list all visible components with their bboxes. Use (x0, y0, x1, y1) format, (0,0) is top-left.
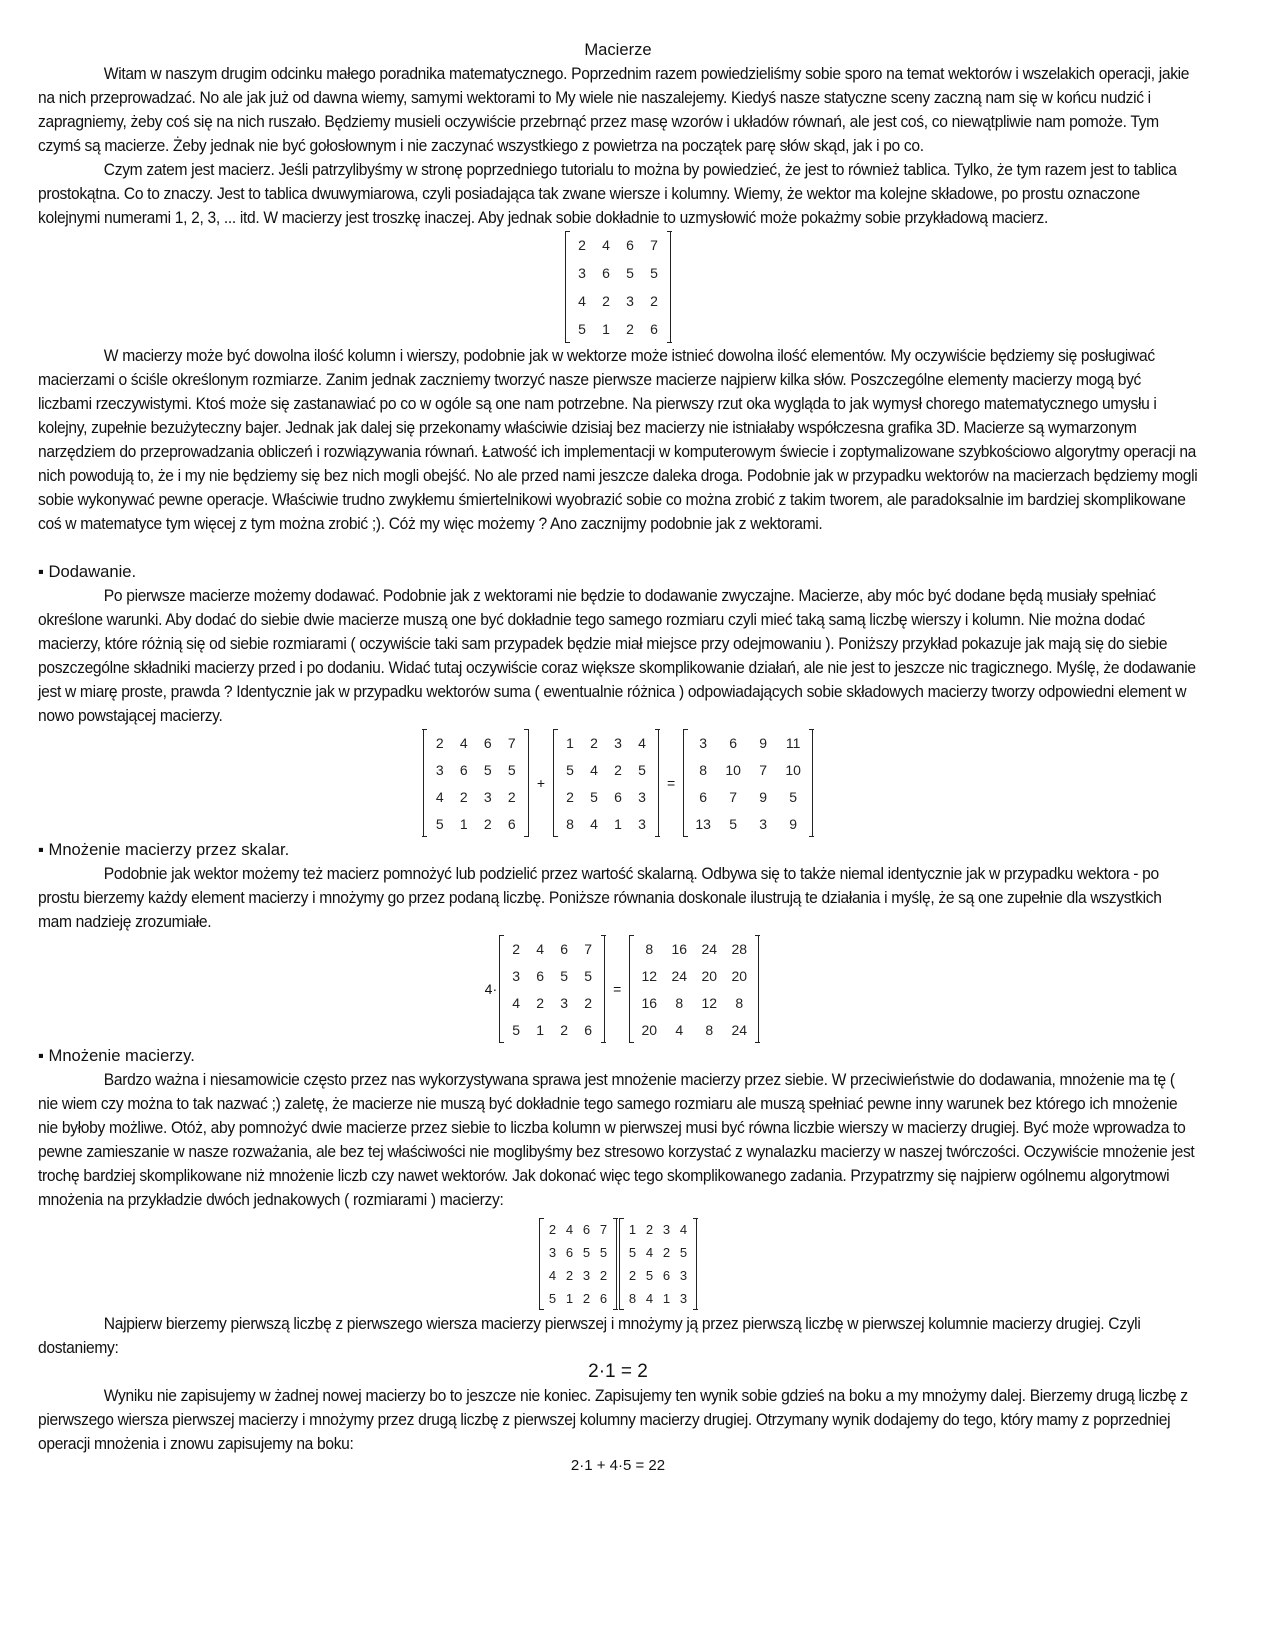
matrix-cell: 3 (548, 1245, 557, 1260)
matrix-cell: 5 (679, 1245, 688, 1260)
equation-first-step: 2·1 = 2 (588, 1361, 648, 1382)
matrix-cell: 5 (582, 1245, 591, 1260)
matrix-row (570, 231, 666, 259)
matrix-cell: 1 (602, 321, 610, 337)
matrix-cell: 6 (536, 967, 545, 984)
matrix-cell: 2 (614, 761, 622, 778)
matrix-row (570, 287, 666, 315)
matrix-cell: 13 (695, 815, 711, 832)
matrix-cell: 5 (578, 321, 586, 337)
product-example (38, 1218, 1198, 1310)
matrix-b (553, 729, 659, 837)
matrix-cell: 4 (675, 1021, 684, 1038)
matrix-row (634, 989, 754, 1016)
matrix-cell: 2 (602, 293, 610, 309)
matrix-cell: 3 (578, 265, 586, 281)
matrix-cell: 4 (548, 1268, 557, 1283)
matrix-cell: 20 (731, 967, 748, 984)
paragraph: Najpierw bierzemy pierwszą liczbę z pierwszego wiersza macierzy pierwszej i mnożymy ją przez pierwszą liczbę w pierwszej kolumnie macierzy drugiej. Czyli dostaniemy: (38, 1314, 1141, 1357)
matrix-cell: 2 (626, 321, 634, 337)
matrix-row (570, 259, 666, 287)
matrix-cell: 6 (560, 940, 569, 957)
matrix-cell: 4 (602, 237, 610, 253)
matrix-cell: 2 (584, 994, 593, 1011)
section-heading-scalar: ▪ Mnożenie macierzy przez skalar. (38, 840, 290, 859)
matrix-cell: 4 (638, 734, 646, 751)
matrix-cell: 3 (435, 761, 444, 778)
matrix-cell: 5 (599, 1245, 608, 1260)
matrix-cell: 6 (459, 761, 468, 778)
matrix-row (624, 1241, 692, 1264)
section-heading-multiplication: ▪ Mnożenie macierzy. (38, 1046, 195, 1065)
matrix-cell: 5 (590, 788, 598, 805)
matrix-row (544, 1241, 612, 1264)
matrix-cell: 6 (626, 237, 634, 253)
matrix-cell: 2 (599, 1268, 608, 1283)
matrix-cell: 4 (536, 940, 545, 957)
matrix-cell: 5 (435, 815, 444, 832)
matrix-cell: 5 (566, 761, 574, 778)
equation-second-step: 2·1 + 4·5 = 22 (570, 1457, 666, 1474)
equals-sign: = (667, 775, 676, 791)
matrix-cell: 5 (584, 967, 593, 984)
matrix-cell: 6 (662, 1268, 671, 1283)
matrix-cell: 2 (459, 788, 468, 805)
matrix-row (634, 962, 754, 989)
matrix-cell: 9 (759, 788, 768, 805)
matrix-cell: 2 (565, 1268, 574, 1283)
matrix-cell: 3 (662, 1222, 671, 1237)
matrix-row (688, 810, 808, 837)
matrix-a (423, 729, 529, 837)
matrix-cell: 7 (507, 734, 516, 751)
matrix-cell: 5 (789, 788, 798, 805)
matrix-cell: 5 (626, 265, 634, 281)
matrix-cell: 3 (483, 788, 492, 805)
matrix-cell: 8 (566, 815, 574, 832)
matrix-cell: 9 (759, 734, 768, 751)
matrix-cell: 2 (548, 1222, 557, 1237)
addition-equation (38, 729, 1198, 837)
matrix-row (558, 810, 654, 837)
matrix-row (428, 756, 524, 783)
matrix-cell: 20 (641, 1021, 658, 1038)
matrix-cell: 5 (729, 815, 738, 832)
matrix-cell: 11 (785, 734, 801, 751)
matrix-row (634, 1016, 754, 1043)
matrix-cell: 1 (614, 815, 622, 832)
matrix-cell: 7 (759, 761, 768, 778)
matrix-row (504, 962, 600, 989)
matrix-a (499, 935, 605, 1043)
matrix-cell: 1 (566, 734, 574, 751)
page-title: Macierze (584, 40, 652, 59)
matrix-scaled (629, 935, 759, 1043)
matrix-cell: 10 (725, 761, 741, 778)
matrix-cell: 16 (641, 994, 658, 1011)
matrix-row (688, 783, 808, 810)
plus-sign: + (536, 775, 545, 791)
matrix-cell: 5 (645, 1268, 654, 1283)
matrix-row (624, 1287, 692, 1310)
matrix-row (688, 756, 808, 783)
matrix-cell: 2 (435, 734, 444, 751)
section-heading-addition: ▪ Dodawanie. (38, 562, 137, 581)
matrix-cell: 4 (645, 1291, 654, 1306)
matrix-cell: 5 (560, 967, 569, 984)
matrix-row (544, 1218, 612, 1241)
matrix-cell: 3 (512, 967, 521, 984)
matrix-cell: 7 (729, 788, 738, 805)
matrix-cell: 5 (628, 1245, 637, 1260)
paragraph: W macierzy może być dowolna ilość kolumn i wierszy, podobnie jak w wektorze może istnieć dowolna ilość elementów. My oczywiście będziemy się posługiwać macierzami o ściśle określonym rozmiarze. Zanim jednak zaczniemy tworzyć nasze pierwsze macierze najpierw kilka słów. Poszczególne elementy macierzy mogą być liczbami rzeczywistymi. Ktoś może się zastanawiać po co w ogóle są one nam potrzebne. Na pierwszy rzut oka wygląda to jak wymysł chorego matematycznego umysłu i kolejny, zupełnie bezużyteczny bajer. Jednak jak dalej się przekonamy właściwie dzisiaj bez macierzy nie istniałaby współczesna grafika 3D. Macierze są wymarzonym narzędziem do przeprowadzania obliczeń i rozwiązywania równań. Łatwość ich implementacji w komputerowym świecie i zoptymalizowane szybkościowo algorytmy operacji na nich powodują to, że i my nie będziemy się bez nich mogli obejść. No ale przed nami jeszcze daleka droga. Podobnie jak w przypadku wektorów na macierzach będziemy mogli sobie wykonywać pewne operacje. Właściwie trudno zwykłemu śmiertelnikowi wyobrazić sobie co można zrobić z takim tworem, ale paradoksalnie im bardziej skomplikowane coś w matematyce tym więcej z tym można zrobić ;). Cóż my więc możemy ? Ano zacznijmy podobnie jak z wektorami. (38, 346, 1198, 533)
matrix-cell: 10 (785, 761, 801, 778)
matrix-row (688, 729, 808, 756)
matrix-row (544, 1287, 612, 1310)
matrix-a (565, 231, 671, 343)
matrix-cell: 24 (671, 967, 688, 984)
matrix-cell: 4 (512, 994, 521, 1011)
matrix-cell: 2 (582, 1291, 591, 1306)
paragraph: Bardzo ważna i niesamowicie często przez nas wykorzystywana sprawa jest mnożenie macierzy przez siebie. W przeciwieństwie do dodawania, mnożenie ma tę ( nie wiem czy można to tak nazwać ;) zaletę, że macierze nie muszą być dokładnie tego samego rozmiaru ale muszą spełniać pewne inny warunek bez którego ich mnożenie nie byłoby możliwe. Otóż, aby pomnożyć dwie macierze przez siebie to liczba kolumn w pierwszej musi być równa liczbie wierszy w macierzy drugiej. Być może wprowadza to pewne zamieszanie w nasze rozważania, ale bez tej właściwości nie moglibyśmy bez stresowo korzystać z wynalazku macierzy w naszej twórczości. Oczywiście mnożenie jest trochę bardziej skomplikowane niż mnożenie liczb czy nawet wektorów. Jak dokonać więc tego skomplikowanego zadania. Przypatrzmy się najpierw ogólnemu algorytmowi mnożenia na przykładzie dwóch jednakowych ( rozmiarami ) macierzy: (38, 1070, 1195, 1209)
matrix-cell: 1 (565, 1291, 574, 1306)
document-page (38, 38, 1198, 1476)
matrix-row (504, 935, 600, 962)
matrix-cell: 4 (645, 1245, 654, 1260)
matrix-row (428, 783, 524, 810)
matrix-cell: 3 (759, 815, 768, 832)
matrix-cell: 5 (507, 761, 516, 778)
paragraph: Podobnie jak wektor możemy też macierz pomnożyć lub podzielić przez wartość skalarną. Odbywa się to także niemal identycznie jak w przypadku wektora - po prostu bierzemy każdy element macierzy i mnożymy go przez podaną liczbę. Poniższe równania doskonale ilustrują te działania i myślę, że są one zupełnie dla wszystkich mam nadzieję zrozumiałe. (38, 864, 1162, 931)
matrix-cell: 3 (638, 815, 646, 832)
matrix-cell: 24 (701, 940, 718, 957)
matrix-cell: 2 (566, 788, 574, 805)
matrix-cell: 2 (645, 1222, 654, 1237)
matrix-cell: 3 (699, 734, 708, 751)
matrix-cell: 2 (628, 1268, 637, 1283)
matrix-cell: 5 (650, 265, 658, 281)
matrix-cell: 5 (483, 761, 492, 778)
matrix-cell: 4 (679, 1222, 688, 1237)
matrix-row (624, 1264, 692, 1287)
matrix-cell: 3 (679, 1291, 688, 1306)
matrix-row (544, 1264, 612, 1287)
matrix-cell: 4 (459, 734, 468, 751)
matrix-cell: 6 (729, 734, 738, 751)
matrix-cell: 5 (548, 1291, 557, 1306)
matrix-row (634, 935, 754, 962)
matrix-cell: 1 (628, 1222, 637, 1237)
matrix-row (428, 810, 524, 837)
matrix-cell: 8 (675, 994, 684, 1011)
matrix-row (558, 756, 654, 783)
matrix-row (570, 315, 666, 343)
matrix-cell: 6 (650, 321, 658, 337)
matrix-row (624, 1218, 692, 1241)
matrix-sum (683, 729, 813, 837)
matrix-cell: 2 (536, 994, 545, 1011)
matrix-cell: 2 (560, 1021, 569, 1038)
matrix-cell: 6 (565, 1245, 574, 1260)
matrix-cell: 2 (578, 237, 586, 253)
matrix-cell: 3 (614, 734, 622, 751)
matrix-row (558, 783, 654, 810)
matrix-cell: 7 (650, 237, 658, 253)
matrix-row (504, 989, 600, 1016)
matrix-cell: 4 (565, 1222, 574, 1237)
matrix-cell: 8 (628, 1291, 637, 1306)
matrix-cell: 4 (590, 761, 598, 778)
paragraph: Czym zatem jest macierz. Jeśli patrzylibyśmy w stronę poprzedniego tutorialu to można by powiedzieć, że jest to również tablica. Tylko, że tym razem jest to tablica prostokątna. Co to znaczy. Jest to tablica dwuwymiarowa, czyli posiadająca tak zwane wiersze i kolumny. Wiemy, że wektor ma kolejne składowe, po prostu oznaczone kolejnymi numerami 1, 2, 3, ... itd. W macierzy jest troszkę inaczej. Aby jednak sobie dokładnie to uzmysłowić może pokażmy sobie przykładową macierz. (38, 160, 1177, 227)
matrix-cell: 20 (701, 967, 718, 984)
matrix-b (619, 1218, 697, 1310)
matrix-cell: 2 (662, 1245, 671, 1260)
matrix-cell: 1 (459, 815, 468, 832)
matrix-a (539, 1218, 617, 1310)
matrix-cell: 2 (650, 293, 658, 309)
paragraph: Wyniku nie zapisujemy w żadnej nowej macierzy bo to jeszcze nie koniec. Zapisujemy ten wynik sobie gdzieś na boku a my mnożymy dalej. Bierzemy drugą liczbę z pierwszego wiersza pierwszej macierzy i mnożymy przez drugą liczbę z pierwszej kolumny macierzy drugiej. Otrzymany wynik dodajemy do tego, który mamy z poprzedniej operacji mnożenia i znowu zapisujemy na boku: (38, 1386, 1188, 1453)
matrix-row (558, 729, 654, 756)
matrix-cell: 3 (638, 788, 646, 805)
matrix-cell: 2 (507, 788, 516, 805)
matrix-cell: 6 (582, 1222, 591, 1237)
matrix-cell: 8 (645, 940, 654, 957)
matrix-cell: 1 (536, 1021, 545, 1038)
matrix-cell: 12 (641, 967, 658, 984)
matrix-cell: 5 (638, 761, 646, 778)
matrix-cell: 7 (599, 1222, 608, 1237)
matrix-cell: 7 (584, 940, 593, 957)
matrix-cell: 2 (483, 815, 492, 832)
matrix-cell: 3 (626, 293, 634, 309)
matrix-cell: 8 (735, 994, 744, 1011)
scalar-factor: 4· (484, 981, 498, 997)
matrix-cell: 5 (512, 1021, 521, 1038)
matrix-cell: 4 (590, 815, 598, 832)
paragraph: Po pierwsze macierze możemy dodawać. Podobnie jak z wektorami nie będzie to dodawanie zwyczajne. Macierze, aby móc być dodane będą musiały spełniać określone warunki. Aby dodać do siebie dwie macierze muszą one być dokładnie tego samego rozmiaru czyli mieć taką samą liczbę wierszy i kolumn. Nie można dodać macierzy, które różnią się od siebie rozmiarami ( oczywiście taki sam przypadek będzie miał miejsce przy odejmowaniu ). Poniższy przykład pokazuje jak mają się do siebie poszczególne składniki macierzy przed i po dodaniu. Widać tutaj oczywiście coraz większe skomplikowanie działań, ale nie jest to jeszcze nic tragicznego. Myślę, że dodawanie jest w miarę proste, prawda ? Identycznie jak w przypadku wektorów suma ( ewentualnie różnica ) odpowiadających sobie składowych macierzy tworzy odpowiedni element w nowo powstającej macierzy. (38, 586, 1196, 725)
matrix-cell: 8 (699, 761, 708, 778)
matrix-cell: 6 (507, 815, 516, 832)
paragraph: Witam w naszym drugim odcinku małego poradnika matematycznego. Poprzednim razem powiedzieliśmy sobie sporo na temat wektorów i wszelakich operacji, jakie na nich przeprowadzać. No ale jak już od dawna wiemy, samymi wektorami to My wiele nie naszalejemy. Kiedyś nasze statyczne sceny zaczną nam się w końcu nudzić i zapragniemy, żeby coś się na nich ruszało. Będziemy musieli oczywiście przebrnąć przez masę wzorów i układów równań, ale jest coś, co niewątpliwie nam pomoże. Tym czymś są macierze. Żeby jednak nie być gołosłownym i nie zaczynać wszystkiego z powietrza na początek parę słów skąd, jak i po co. (38, 64, 1190, 155)
matrix-cell: 28 (731, 940, 748, 957)
scalar-equation (38, 935, 1198, 1043)
matrix-cell: 9 (789, 815, 798, 832)
matrix-cell: 4 (578, 293, 586, 309)
matrix-cell: 6 (599, 1291, 608, 1306)
matrix-row (504, 1016, 600, 1043)
matrix-cell: 24 (731, 1021, 748, 1038)
matrix-cell: 3 (560, 994, 569, 1011)
example-matrix (38, 231, 1198, 343)
matrix-cell: 16 (671, 940, 688, 957)
matrix-cell: 2 (512, 940, 521, 957)
matrix-cell: 3 (582, 1268, 591, 1283)
matrix-cell: 8 (705, 1021, 714, 1038)
matrix-cell: 6 (483, 734, 492, 751)
matrix-cell: 6 (584, 1021, 593, 1038)
matrix-cell: 1 (662, 1291, 671, 1306)
matrix-cell: 3 (679, 1268, 688, 1283)
matrix-cell: 6 (614, 788, 622, 805)
matrix-row (428, 729, 524, 756)
matrix-cell: 2 (590, 734, 598, 751)
matrix-cell: 6 (699, 788, 708, 805)
matrix-cell: 4 (435, 788, 444, 805)
matrix-cell: 6 (602, 265, 610, 281)
equals-sign: = (613, 981, 622, 997)
matrix-cell: 12 (701, 994, 718, 1011)
